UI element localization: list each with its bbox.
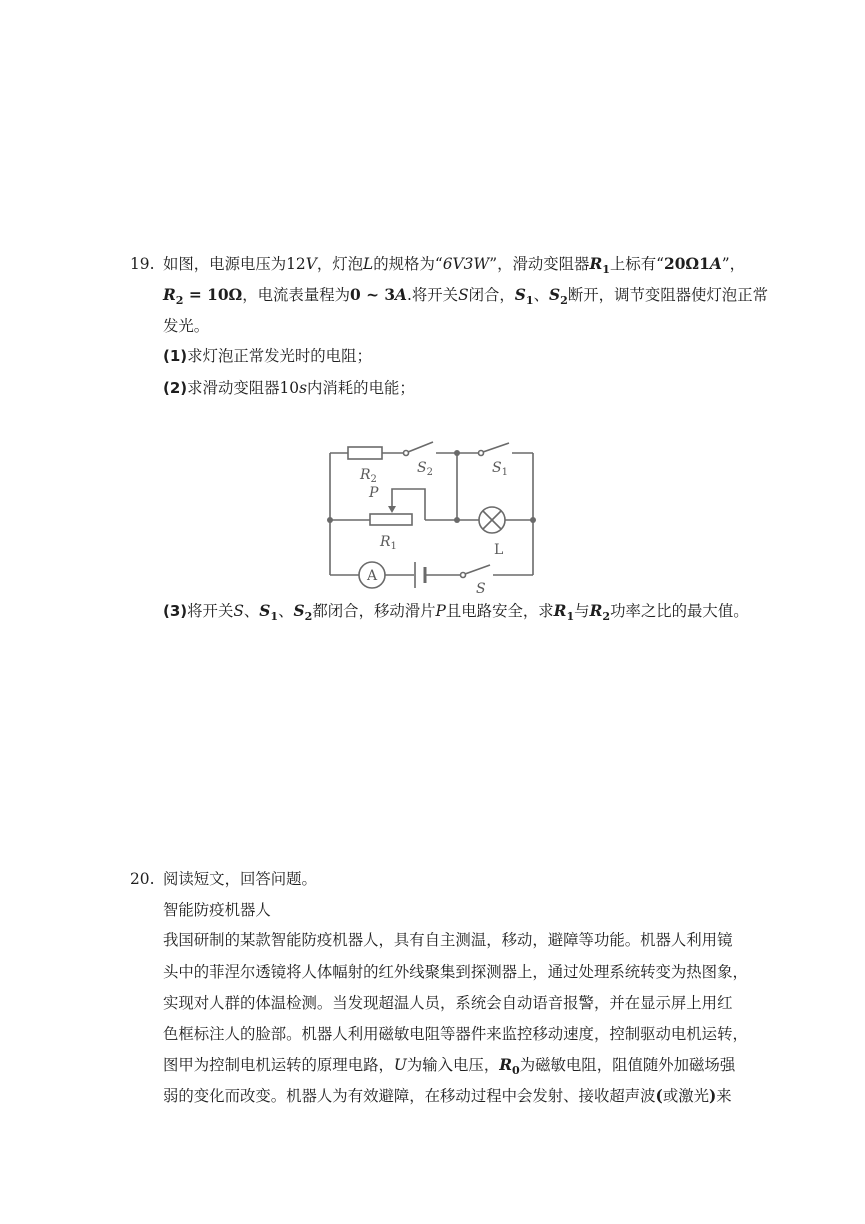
stem-text: 的规格为“ xyxy=(373,255,443,273)
stem-text: .将开关 xyxy=(406,286,459,304)
symbol-r: R xyxy=(499,1056,513,1074)
symbol-switch-s: S xyxy=(233,602,244,620)
part-text: 求滑动变阻器10 xyxy=(187,379,300,397)
symbol-subscript: 2 xyxy=(304,610,313,623)
variable-lamp: L xyxy=(363,255,374,273)
symbol-r: R xyxy=(553,602,567,620)
circuit-diagram xyxy=(320,435,550,600)
slider-arrow-icon xyxy=(388,506,396,513)
para-text: 图甲为控制电机运转的原理电路， xyxy=(163,1056,394,1074)
para-text: 弱的变化而改变。机器人为有效避障，在移动过程中会发射、接收超声波 xyxy=(163,1087,656,1105)
part-text: 将开关 xyxy=(187,602,234,620)
label-subscript: 2 xyxy=(426,467,433,478)
stem-text: ”，滑动变阻器 xyxy=(489,255,590,273)
lamp-rating: 6V3W xyxy=(442,255,490,273)
q20-number: 20. xyxy=(130,870,155,888)
label-ammeter: A xyxy=(366,568,378,584)
resistor-r2 xyxy=(348,447,382,459)
para-text: 或激光 xyxy=(662,1087,709,1105)
part-text: 内消耗的电能； xyxy=(307,379,415,397)
symbol-subscript: 1 xyxy=(602,263,610,276)
q19-stem-line-1 xyxy=(163,254,745,274)
switch-blade xyxy=(483,443,509,452)
label-subscript: 1 xyxy=(390,541,397,552)
label-r2 xyxy=(359,467,377,485)
label-l: L xyxy=(494,542,504,558)
part-text: 且电路安全，求 xyxy=(445,602,554,620)
unit-volt: V xyxy=(305,255,317,273)
symbol-s: S xyxy=(549,286,561,304)
label-letter: R xyxy=(380,534,391,550)
para-text: 来 xyxy=(716,1087,732,1105)
rheostat-body xyxy=(370,514,412,525)
unit-second: s xyxy=(299,379,307,397)
part-text: 与 xyxy=(574,602,590,620)
label-letter: S xyxy=(492,460,502,476)
symbol-subscript: 0 xyxy=(512,1064,520,1077)
switch-s1 xyxy=(479,443,510,456)
resistance-value: = 10Ω xyxy=(183,286,243,304)
battery xyxy=(415,562,425,588)
label-letter: S xyxy=(417,460,427,476)
q19-part-1 xyxy=(163,346,372,366)
q19-number: 19. xyxy=(130,255,155,273)
unit-ampere: A xyxy=(395,286,407,304)
stem-text: 断开，调节变阻器使灯泡正常 xyxy=(567,286,768,304)
symbol-s: S xyxy=(293,602,305,620)
symbol-r: R xyxy=(163,286,176,304)
q20-para-line-6 xyxy=(163,1086,732,1106)
label-subscript: 1 xyxy=(501,467,508,478)
junction-dot xyxy=(454,450,460,456)
q19-part-3 xyxy=(163,601,749,621)
label-letter: R xyxy=(360,467,371,483)
q20-para-line-1: 我国研制的某款智能防疫机器人，具有自主测温，移动，避障等功能。机器人利用镜 xyxy=(163,931,733,949)
q20-para-line-4: 色框标注人的脸部。机器人利用磁敏电阻等器件来监控移动速度，控制驱动电机运转， xyxy=(163,1025,748,1043)
q19-part-2 xyxy=(163,378,415,398)
symbol-slider-p: P xyxy=(435,602,446,620)
symbol-subscript: 2 xyxy=(175,294,184,307)
symbol-r: R xyxy=(589,255,603,273)
symbol-switch-s: S xyxy=(458,286,469,304)
symbol-subscript: 1 xyxy=(525,294,534,307)
symbol-subscript: 2 xyxy=(602,610,611,623)
q20-para-line-2: 头中的菲涅尔透镜将人体幅射的红外线聚集到探测器上，通过处理系统转变为热图象， xyxy=(163,963,748,981)
junction-dot xyxy=(530,517,536,523)
unit-ampere: A xyxy=(709,255,722,273)
close-paren: ) xyxy=(709,1087,717,1105)
symbol-r: R xyxy=(589,602,603,620)
label-s: S xyxy=(476,581,486,597)
q20-para-line-5 xyxy=(163,1055,735,1075)
label-subscript: 2 xyxy=(370,474,377,485)
lamp-l xyxy=(479,507,505,533)
symbol-s: S xyxy=(259,602,271,620)
q19-stem-line-3: 发光。 xyxy=(163,317,210,335)
stem-text: 闭合， xyxy=(468,286,515,304)
part-text: 求灯泡正常发光时的电阻； xyxy=(187,347,372,365)
ammeter-range: 0 ~ 3 xyxy=(350,286,396,304)
q20-para-line-3: 实现对人群的体温检测。当发现超温人员，系统会自动语音报警，并在显示屏上用红 xyxy=(163,994,733,1012)
symbol-s: S xyxy=(514,286,526,304)
q19-stem-line-2 xyxy=(163,285,768,305)
part-text: 都闭合，移动滑片 xyxy=(312,602,436,620)
part-label: (1) xyxy=(163,347,188,365)
slider-wire xyxy=(392,489,425,520)
open-paren: ( xyxy=(655,1087,663,1105)
stem-text: ，灯泡 xyxy=(316,255,364,273)
part-text: 、 xyxy=(278,602,294,620)
stem-text: 、 xyxy=(533,286,550,304)
part-label: (2) xyxy=(163,379,188,397)
q20-intro: 阅读短文，回答问题。 xyxy=(163,870,317,888)
label-p: P xyxy=(369,485,379,501)
switch-blade xyxy=(408,442,433,452)
symbol-subscript: 1 xyxy=(270,610,279,623)
switch-s xyxy=(461,565,491,578)
rheostat-rating: 20Ω1 xyxy=(664,255,710,273)
switch-blade xyxy=(465,565,490,574)
junction-dot xyxy=(327,517,333,523)
stem-text: ”， xyxy=(721,255,746,273)
part-text: 功率之比的最大值。 xyxy=(610,602,749,620)
switch-s2 xyxy=(404,442,434,456)
label-r1 xyxy=(379,534,397,552)
symbol-subscript: 2 xyxy=(560,294,568,307)
stem-text: ，电流表量程为 xyxy=(242,286,350,304)
junction-dot xyxy=(454,517,460,523)
part-text: 、 xyxy=(243,602,260,620)
symbol-u: U xyxy=(393,1056,407,1074)
label-s1 xyxy=(492,460,508,478)
stem-text: 上标有“ xyxy=(609,255,665,273)
para-text: 为磁敏电阻，阻值随外加磁场强 xyxy=(519,1056,736,1074)
para-text: 为输入电压， xyxy=(406,1056,500,1074)
stem-text: 如图，电源电压为12 xyxy=(163,255,306,273)
symbol-subscript: 1 xyxy=(566,610,575,623)
q20-article-title: 智能防疫机器人 xyxy=(163,901,271,919)
part-label: (3) xyxy=(163,602,188,620)
label-s2 xyxy=(417,460,433,478)
